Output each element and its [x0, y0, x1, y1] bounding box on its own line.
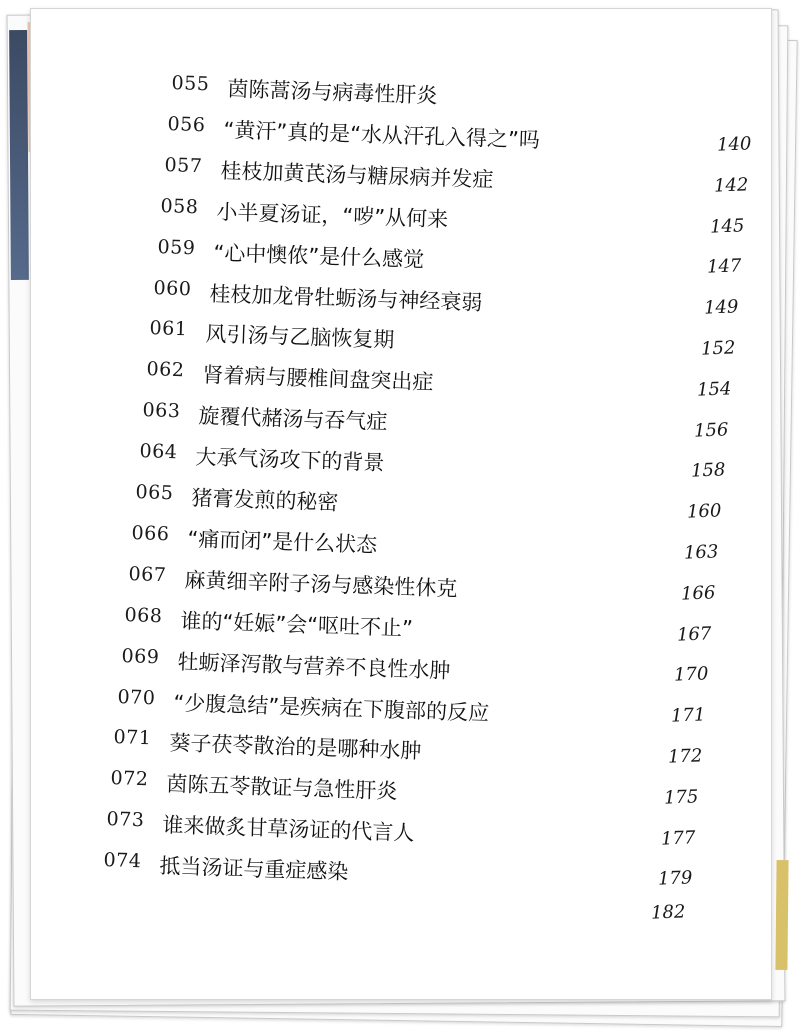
- toc-entry-number: 057: [164, 153, 203, 178]
- toc-entry-title: 桂枝加龙骨牡蛎汤与神经衰弱: [209, 281, 483, 315]
- toc-entry-title: “黄汗”真的是“水从汗孔入得之”吗: [223, 117, 541, 153]
- toc-entry-number: 064: [138, 440, 178, 464]
- toc-entry-title: 茵陈五苓散证与急性肝炎: [165, 772, 398, 804]
- toc-entry-page-number: 179: [657, 867, 693, 890]
- toc-entry-number: 062: [146, 358, 185, 382]
- toc-entry-number: 061: [149, 317, 189, 341]
- toc-trailing-page-number: 182: [650, 901, 686, 924]
- toc-entry-title: 葵子茯苓散治的是哪种水肿: [169, 731, 423, 764]
- toc-entry-page-number: 154: [696, 378, 732, 401]
- toc-entry-page-number: 142: [713, 174, 749, 197]
- toc-entry-page-number: 149: [703, 296, 739, 319]
- toc-entry-number: 056: [167, 112, 207, 137]
- toc-entry-number: 072: [110, 767, 149, 791]
- toc-entry-title: “痛而闭”是什么状态: [187, 526, 378, 558]
- toc-entry-title: “心中懊侬”是什么感觉: [212, 240, 425, 272]
- toc-entry-title: 小半夏汤证，“哕”从何来: [216, 199, 449, 232]
- toc-entry-number: 060: [153, 276, 192, 300]
- toc-entry-page-number: 147: [706, 255, 742, 278]
- toc-entry-title: 牡蛎泽泻散与营养不良性水肿: [176, 649, 451, 683]
- toc-entry-page-number: 166: [680, 582, 716, 605]
- toc-entry-page-number: 167: [677, 623, 713, 646]
- toc-entry-page-number: 163: [683, 541, 719, 564]
- toc-entry-number: 065: [135, 481, 174, 505]
- toc-entry-title: 谁的“妊娠”会“呕吐不止”: [180, 608, 414, 641]
- toc-entry-title: “少腹急结”是疾病在下腹部的反应: [173, 690, 490, 725]
- toc-entry-number: 066: [131, 521, 171, 546]
- toc-entry-title: 谁来做炙甘草汤证的代言人: [162, 813, 415, 846]
- toc-entry-number: 068: [124, 603, 163, 627]
- toc-entry-number: 071: [113, 726, 153, 750]
- toc-entry-number: 073: [106, 808, 145, 832]
- toc-entry-title: 桂枝加黄芪汤与糖尿病并发症: [219, 158, 494, 192]
- toc-entry-page-number: 156: [693, 419, 729, 442]
- toc-entry-title: 肾着病与腰椎间盘突出症: [201, 363, 434, 395]
- toc-entry-title: 猪膏发煎的秘密: [191, 485, 339, 515]
- toc-entry-title: 风引汤与乙脑恢复期: [205, 322, 396, 353]
- toc-entry-title: 抵当汤证与重症感染: [158, 853, 349, 885]
- toc-entry-page-number: 171: [670, 704, 706, 727]
- toc-entry-page-number: 160: [686, 500, 722, 523]
- toc-entry-title: 旋覆代赭汤与吞气症: [198, 404, 388, 435]
- toc-entry-title: 大承气汤攻下的背景: [194, 444, 385, 476]
- toc-entry-number: 070: [117, 685, 156, 709]
- toc-entry-title: 麻黄细辛附子汤与感染性休克: [183, 567, 458, 601]
- toc-entry-page-number: 175: [663, 786, 699, 809]
- toc-entry-number: 058: [160, 194, 199, 218]
- toc-entry-number: 074: [102, 849, 142, 873]
- toc-entry-page-number: 170: [673, 663, 709, 686]
- toc-entry-number: 069: [120, 644, 160, 668]
- toc-entry-page-number: 172: [667, 745, 703, 768]
- toc-entry-page-number: 145: [710, 215, 746, 238]
- toc-entry-title: 茵陈蒿汤与病毒性肝炎: [227, 76, 438, 108]
- toc-entry-number: 063: [142, 399, 181, 423]
- toc-entry-page-number: 152: [700, 337, 736, 360]
- toc-entry-page-number: 158: [690, 459, 726, 482]
- toc-entry-number: 059: [156, 235, 196, 259]
- toc-entry-page-number: 177: [660, 827, 696, 850]
- toc-entry-number: 067: [128, 562, 167, 587]
- toc-entry-page-number: 140: [716, 133, 752, 156]
- toc-entry-number: 055: [171, 72, 210, 96]
